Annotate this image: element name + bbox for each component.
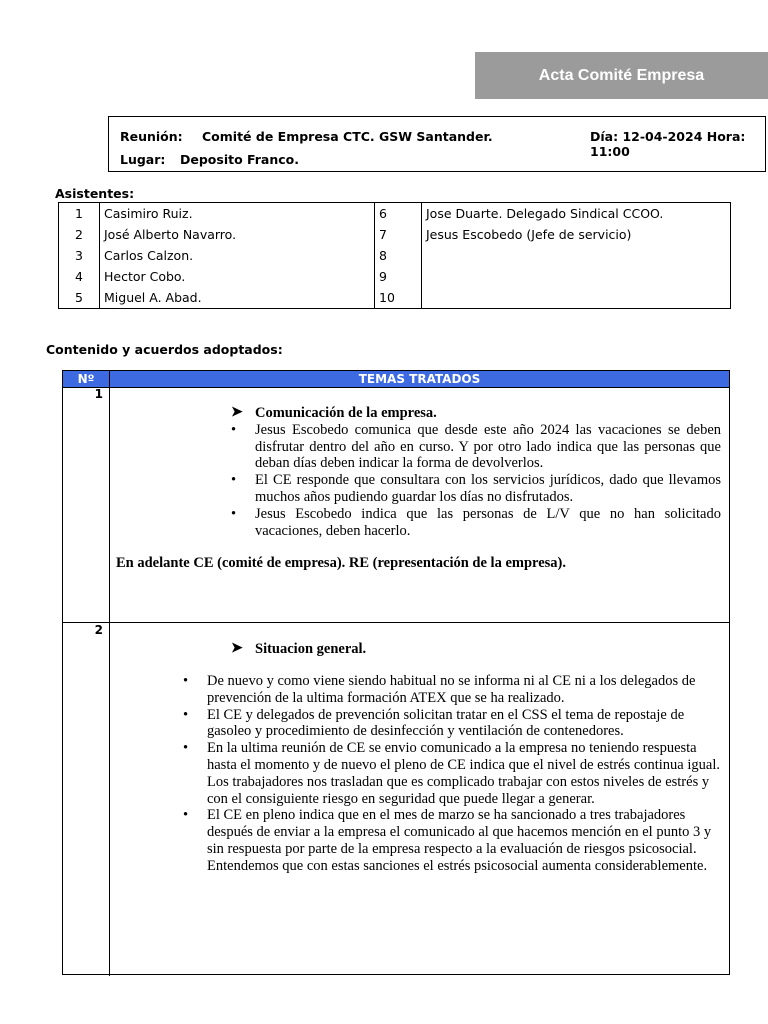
- attendee-name: [422, 266, 731, 287]
- attendee-name: Jose Duarte. Delegado Sindical CCOO.: [422, 203, 731, 225]
- attendee-name: José Alberto Navarro.: [100, 224, 375, 245]
- list-item: • El CE en pleno indica que en el mes de marzo se ha sancionado a tres trabajadores después de enviar a la empresa el comunicado al que hacemos mención en el punto 3 y sin respuesta por parte de la empresa respecto a la evaluación de riesgos psicosocial. Entendemos que con estas sanciones el estrés psicosocial aumenta considerablemente.: [183, 807, 723, 874]
- meeting-date: Día: 12-04-2024 Hora: 11:00: [590, 129, 746, 159]
- topic-heading: [231, 641, 366, 658]
- topic-number: 1: [94, 387, 103, 401]
- topic-heading: [231, 405, 721, 422]
- attendee-number: 4: [59, 266, 100, 287]
- topics-header: [63, 371, 729, 388]
- col-number-header: Nº: [63, 371, 110, 387]
- list-item: • Jesus Escobedo comunica que desde este año 2024 las vacaciones se deben disfrutar dentro del año en curso. Y por otro lado indica que las personas que deban días deben indicar la forma de devolverlos.: [231, 422, 721, 472]
- attendee-number: 7: [375, 224, 422, 245]
- table-row: [59, 266, 731, 287]
- topic-1-body: [231, 405, 721, 539]
- arrow-bullet-icon: ➤: [231, 641, 243, 656]
- attendee-number: 8: [375, 245, 422, 266]
- attendee-name: [422, 287, 731, 309]
- abbreviation-note: En adelante CE (comité de empresa). RE (representación de la empresa).: [116, 555, 566, 571]
- topics-table: [62, 370, 730, 975]
- topic-number: 2: [94, 623, 103, 637]
- attendee-name: Casimiro Ruiz.: [100, 203, 375, 225]
- document-title: Acta Comité Empresa: [475, 52, 768, 99]
- topic-heading-text: Comunicación de la empresa.: [255, 405, 437, 421]
- attendee-number: 1: [59, 203, 100, 225]
- list-item: • De nuevo y como viene siendo habitual no se informa ni al CE ni a los delegados de prevención de la ultima formación ATEX que se ha realizado.: [183, 673, 723, 707]
- list-item: • Jesus Escobedo indica que las personas de L/V que no han solicitado vacaciones, deben hacerlo.: [231, 506, 721, 540]
- column-divider: [109, 387, 110, 976]
- reunion-label: Reunión:: [120, 129, 183, 144]
- list-item: • En la ultima reunión de CE se envio comunicado a la empresa no teniendo respuesta hasta el momento y de nuevo el pleno de CE indica que el nivel de estrés continua igual. Los trabajadores nos trasladan que es complicado trabajar con estos niveles de estrés y con el consiguiente riesgo en seguridad que puede llegar a generar.: [183, 740, 723, 807]
- attendee-number: 6: [375, 203, 422, 225]
- bullet-list: [231, 422, 721, 540]
- topic-heading-text: Situacion general.: [255, 641, 367, 657]
- lugar-label: Lugar:: [120, 152, 166, 167]
- meeting-info-box: [108, 116, 766, 172]
- lugar-value: Deposito Franco.: [180, 152, 300, 167]
- col-topics-header: TEMAS TRATADOS: [358, 372, 481, 386]
- attendee-name: Miguel A. Abad.: [100, 287, 375, 309]
- attendee-number: 3: [59, 245, 100, 266]
- attendees-table: [58, 202, 731, 309]
- row-divider: [63, 622, 729, 623]
- list-item: • El CE y delegados de prevención solicitan tratar en el CSS el tema de repostaje de gasoleo y procedimiento de desinfección y ventilación de contenedores.: [183, 707, 723, 741]
- list-item: • El CE responde que consultara con los servicios jurídicos, dado que llevamos muchos años pudiendo guardar los días no disfrutados.: [231, 472, 721, 506]
- attendee-name: Jesus Escobedo (Jefe de servicio): [422, 224, 731, 245]
- topic-2-body: [183, 641, 723, 875]
- place-line: [120, 152, 299, 167]
- attendee-name: Hector Cobo.: [100, 266, 375, 287]
- table-row: [59, 287, 731, 309]
- attendee-number: 2: [59, 224, 100, 245]
- table-row: [59, 224, 731, 245]
- attendee-number: 10: [375, 287, 422, 309]
- arrow-bullet-icon: ➤: [231, 405, 243, 420]
- table-row: [59, 245, 731, 266]
- reunion-value: Comité de Empresa CTC. GSW Santander.: [202, 129, 493, 144]
- bullet-list: [183, 673, 723, 875]
- attendee-name: [422, 245, 731, 266]
- content-label: Contenido y acuerdos adoptados:: [46, 342, 283, 357]
- attendee-number: 5: [59, 287, 100, 309]
- attendees-label: Asistentes:: [55, 186, 135, 201]
- meeting-line: [120, 129, 493, 144]
- attendee-name: Carlos Calzon.: [100, 245, 375, 266]
- table-row: [59, 203, 731, 225]
- attendee-number: 9: [375, 266, 422, 287]
